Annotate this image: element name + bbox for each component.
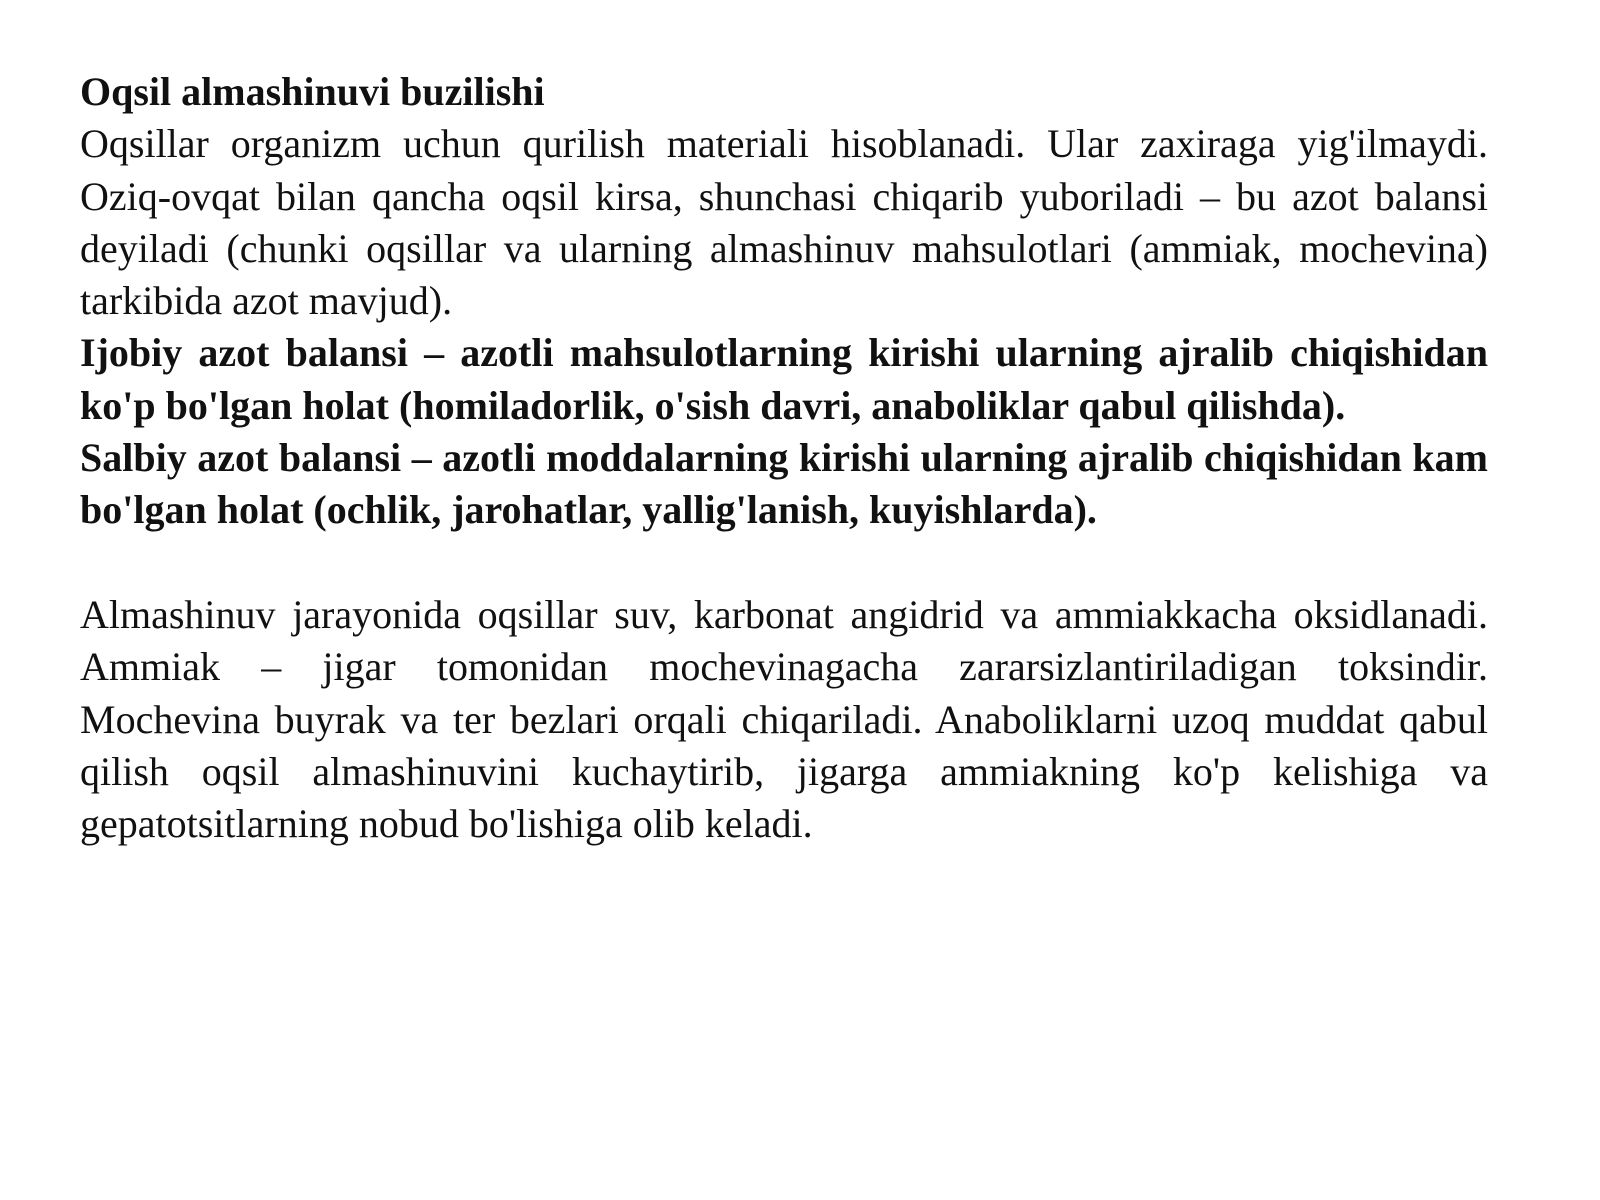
positive-nitrogen-balance-paragraph: Ijobiy azot balansi – azotli mahsulotlarning kirishi ularning ajralib chiqishidan ko'p bo'lgan holat (homiladorlik, o'sish davri, anaboliklar qabul qilishda).	[80, 330, 1488, 428]
metabolism-paragraph: Almashinuv jarayonida oqsillar suv, karbonat angidrid va ammiakkacha oksidlanadi. Ammiak – jigar tomonidan mochevinagacha zararsizlantiriladigan toksindir. Mochevina buyrak va ter bezlari orqali chiqariladi. Anaboliklarni uzoq muddat qabul qilish oqsil almashinuvini kuchaytirib, jigarga ammiakning ko'p kelishiga va gepatotsitlarning nobud bo'lishiga olib keladi.	[80, 591, 1488, 847]
paragraph-spacer	[80, 537, 1488, 589]
document-title: Oqsil almashinuvi buzilishi	[80, 69, 545, 114]
document-body	[80, 66, 1488, 850]
negative-nitrogen-balance-paragraph: Salbiy azot balansi – azotli moddalarning kirishi ularning ajralib chiqishidan kam bo'lgan holat (ochlik, jarohatlar, yallig'lanish, kuyishlarda).	[80, 435, 1488, 533]
intro-paragraph: Oqsillar organizm uchun qurilish materiali hisoblanadi. Ular zaxiraga yig'ilmaydi. Oziq-ovqat bilan qancha oqsil kirsa, shunchasi chiqarib yuboriladi – bu azot balansi deyiladi (chunki oqsillar va ularning almashinuv mahsulotlari (ammiak, mochevina) tarkibida azot mavjud).	[80, 121, 1488, 324]
